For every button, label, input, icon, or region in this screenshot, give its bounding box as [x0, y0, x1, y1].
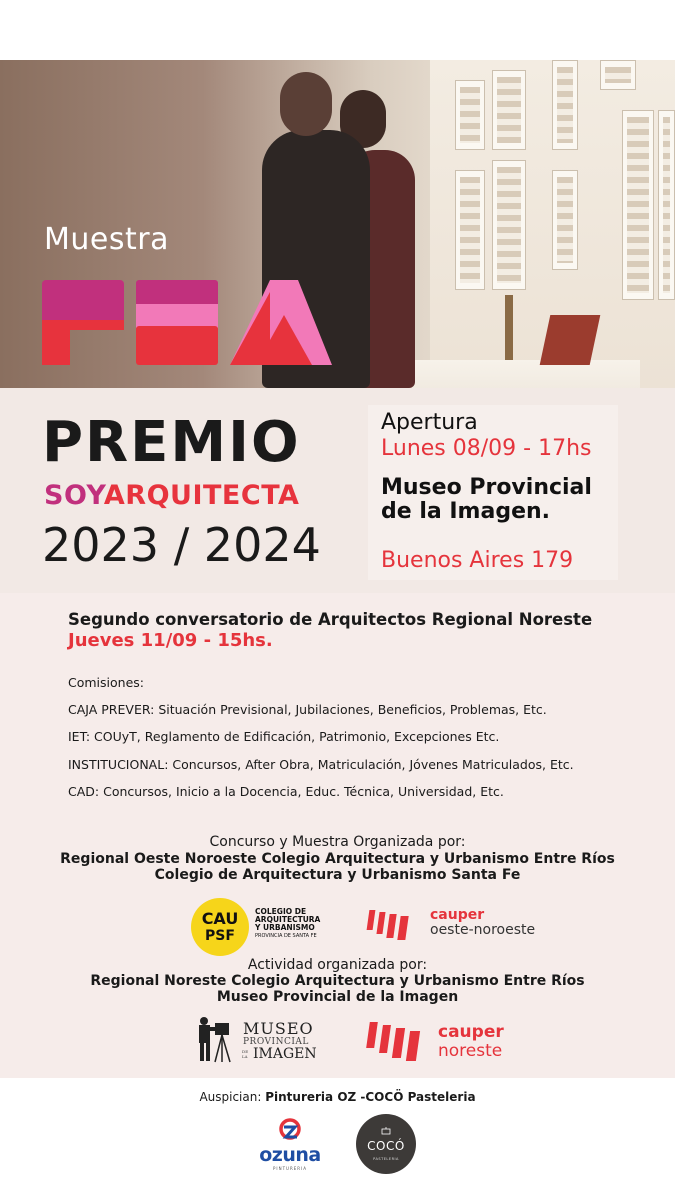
exhibit-frame	[552, 170, 578, 270]
cau-logo-top: CAU	[201, 909, 239, 928]
museo-logo-text: IMAGEN	[253, 1046, 317, 1062]
arquitecta-text: ARQUITECTA	[103, 480, 300, 511]
apertura-date: Lunes 08/09 - 17hs	[381, 436, 592, 461]
cauper-bars-icon	[368, 910, 414, 940]
cau-logo-name	[255, 908, 365, 940]
cau-logo-bottom: PSF	[205, 928, 235, 944]
actividad-organizer: Museo Provincial de la Imagen	[216, 989, 459, 1005]
coco-logo	[356, 1114, 416, 1174]
exhibit-frame	[492, 160, 526, 290]
comision-item: INSTITUCIONAL: Concursos, After Obra, Matriculación, Jóvenes Matriculados, Etc.	[68, 757, 574, 772]
comisiones-label: Comisiones:	[68, 675, 144, 690]
psa-logo	[42, 280, 332, 365]
comision-item: IET: COUyT, Reglamento de Edificación, Patrimonio, Excepciones Etc.	[68, 729, 500, 744]
auspician-label: Auspician:	[199, 1090, 262, 1104]
exhibit-frame	[455, 170, 485, 290]
coco-sub: PASTELERIA	[373, 1157, 399, 1161]
conversatorio-date: Jueves 11/09 - 15hs.	[68, 630, 273, 651]
exhibit-frame	[658, 110, 675, 300]
ozuna-logo	[252, 1117, 328, 1173]
camera-photographer-icon	[193, 1015, 235, 1063]
soy-text: SOY	[44, 480, 104, 511]
premio-title: PREMIO	[42, 410, 301, 475]
apertura-venue: Museo Provincial de la Imagen.	[381, 475, 592, 524]
visitor-head	[280, 72, 332, 136]
exhibit-frame	[600, 60, 636, 90]
cauper-noreste-name: cauper	[438, 1022, 504, 1042]
cau-name-line: ARQUITECTURA	[255, 915, 321, 924]
cau-name-line: COLEGIO DE	[255, 907, 307, 916]
concurso-organizer: Colegio de Arquitectura y Urbanismo Santa Fe	[154, 867, 521, 883]
cauper-noreste-sub: noreste	[438, 1041, 503, 1061]
cauper-oeste-name: cauper	[430, 907, 485, 923]
exhibit-frame	[455, 80, 485, 150]
auspician-line	[0, 1090, 675, 1104]
exhibit-frame	[622, 110, 654, 300]
cau-psf-logo	[191, 898, 249, 956]
artwork-object	[540, 315, 601, 365]
comision-item: CAD: Concursos, Inicio a la Docencia, Educ. Técnica, Universidad, Etc.	[68, 784, 504, 799]
exhibit-frame	[552, 60, 578, 150]
auspician-sponsors: Pintureria OZ -COCÖ Pasteleria	[265, 1090, 476, 1104]
museo-imagen-logo	[193, 1013, 318, 1065]
soyarquitecta-title	[44, 480, 299, 511]
pedestal	[400, 360, 640, 388]
apertura-address: Buenos Aires 179	[381, 548, 574, 573]
sculpture	[505, 295, 513, 360]
museo-logo-text: PROVINCIAL	[243, 1037, 309, 1047]
cau-name-line: Y URBANISMO	[255, 923, 315, 932]
cau-name-line: PROVINCIA DE SANTA FE	[255, 933, 317, 939]
museo-logo-text: MUSEO	[243, 1019, 314, 1038]
comision-item: CAJA PREVER: Situación Previsional, Jubilaciones, Beneficios, Problemas, Etc.	[68, 702, 547, 717]
apertura-label: Apertura	[381, 410, 478, 435]
museo-logo-text: DE LA	[242, 1049, 249, 1059]
concurso-organizer: Regional Oeste Noroeste Colegio Arquitectura y Urbanismo Entre Ríos	[60, 851, 615, 867]
cauper-oeste-sub: oeste-noroeste	[430, 922, 536, 938]
cauper-bars-icon	[368, 1022, 428, 1062]
muestra-label: Muestra	[44, 222, 169, 257]
conversatorio-title: Segundo conversatorio de Arquitectos Regional Noreste	[68, 610, 593, 629]
concurso-label: Concurso y Muestra Organizada por:	[209, 834, 466, 850]
actividad-label: Actividad organizada por:	[247, 957, 428, 973]
exhibit-frame	[492, 70, 526, 150]
ozuna-mark-icon	[278, 1117, 302, 1143]
ozuna-name: ozuna	[259, 1144, 321, 1166]
coco-cake-icon	[381, 1127, 391, 1135]
ozuna-sub: PINTURERIA	[273, 1166, 307, 1171]
years-label: 2023 / 2024	[42, 518, 321, 572]
actividad-organizer: Regional Noreste Colegio Arquitectura y Urbanismo Entre Ríos	[90, 973, 585, 989]
coco-name: COCÓ	[367, 1139, 405, 1153]
